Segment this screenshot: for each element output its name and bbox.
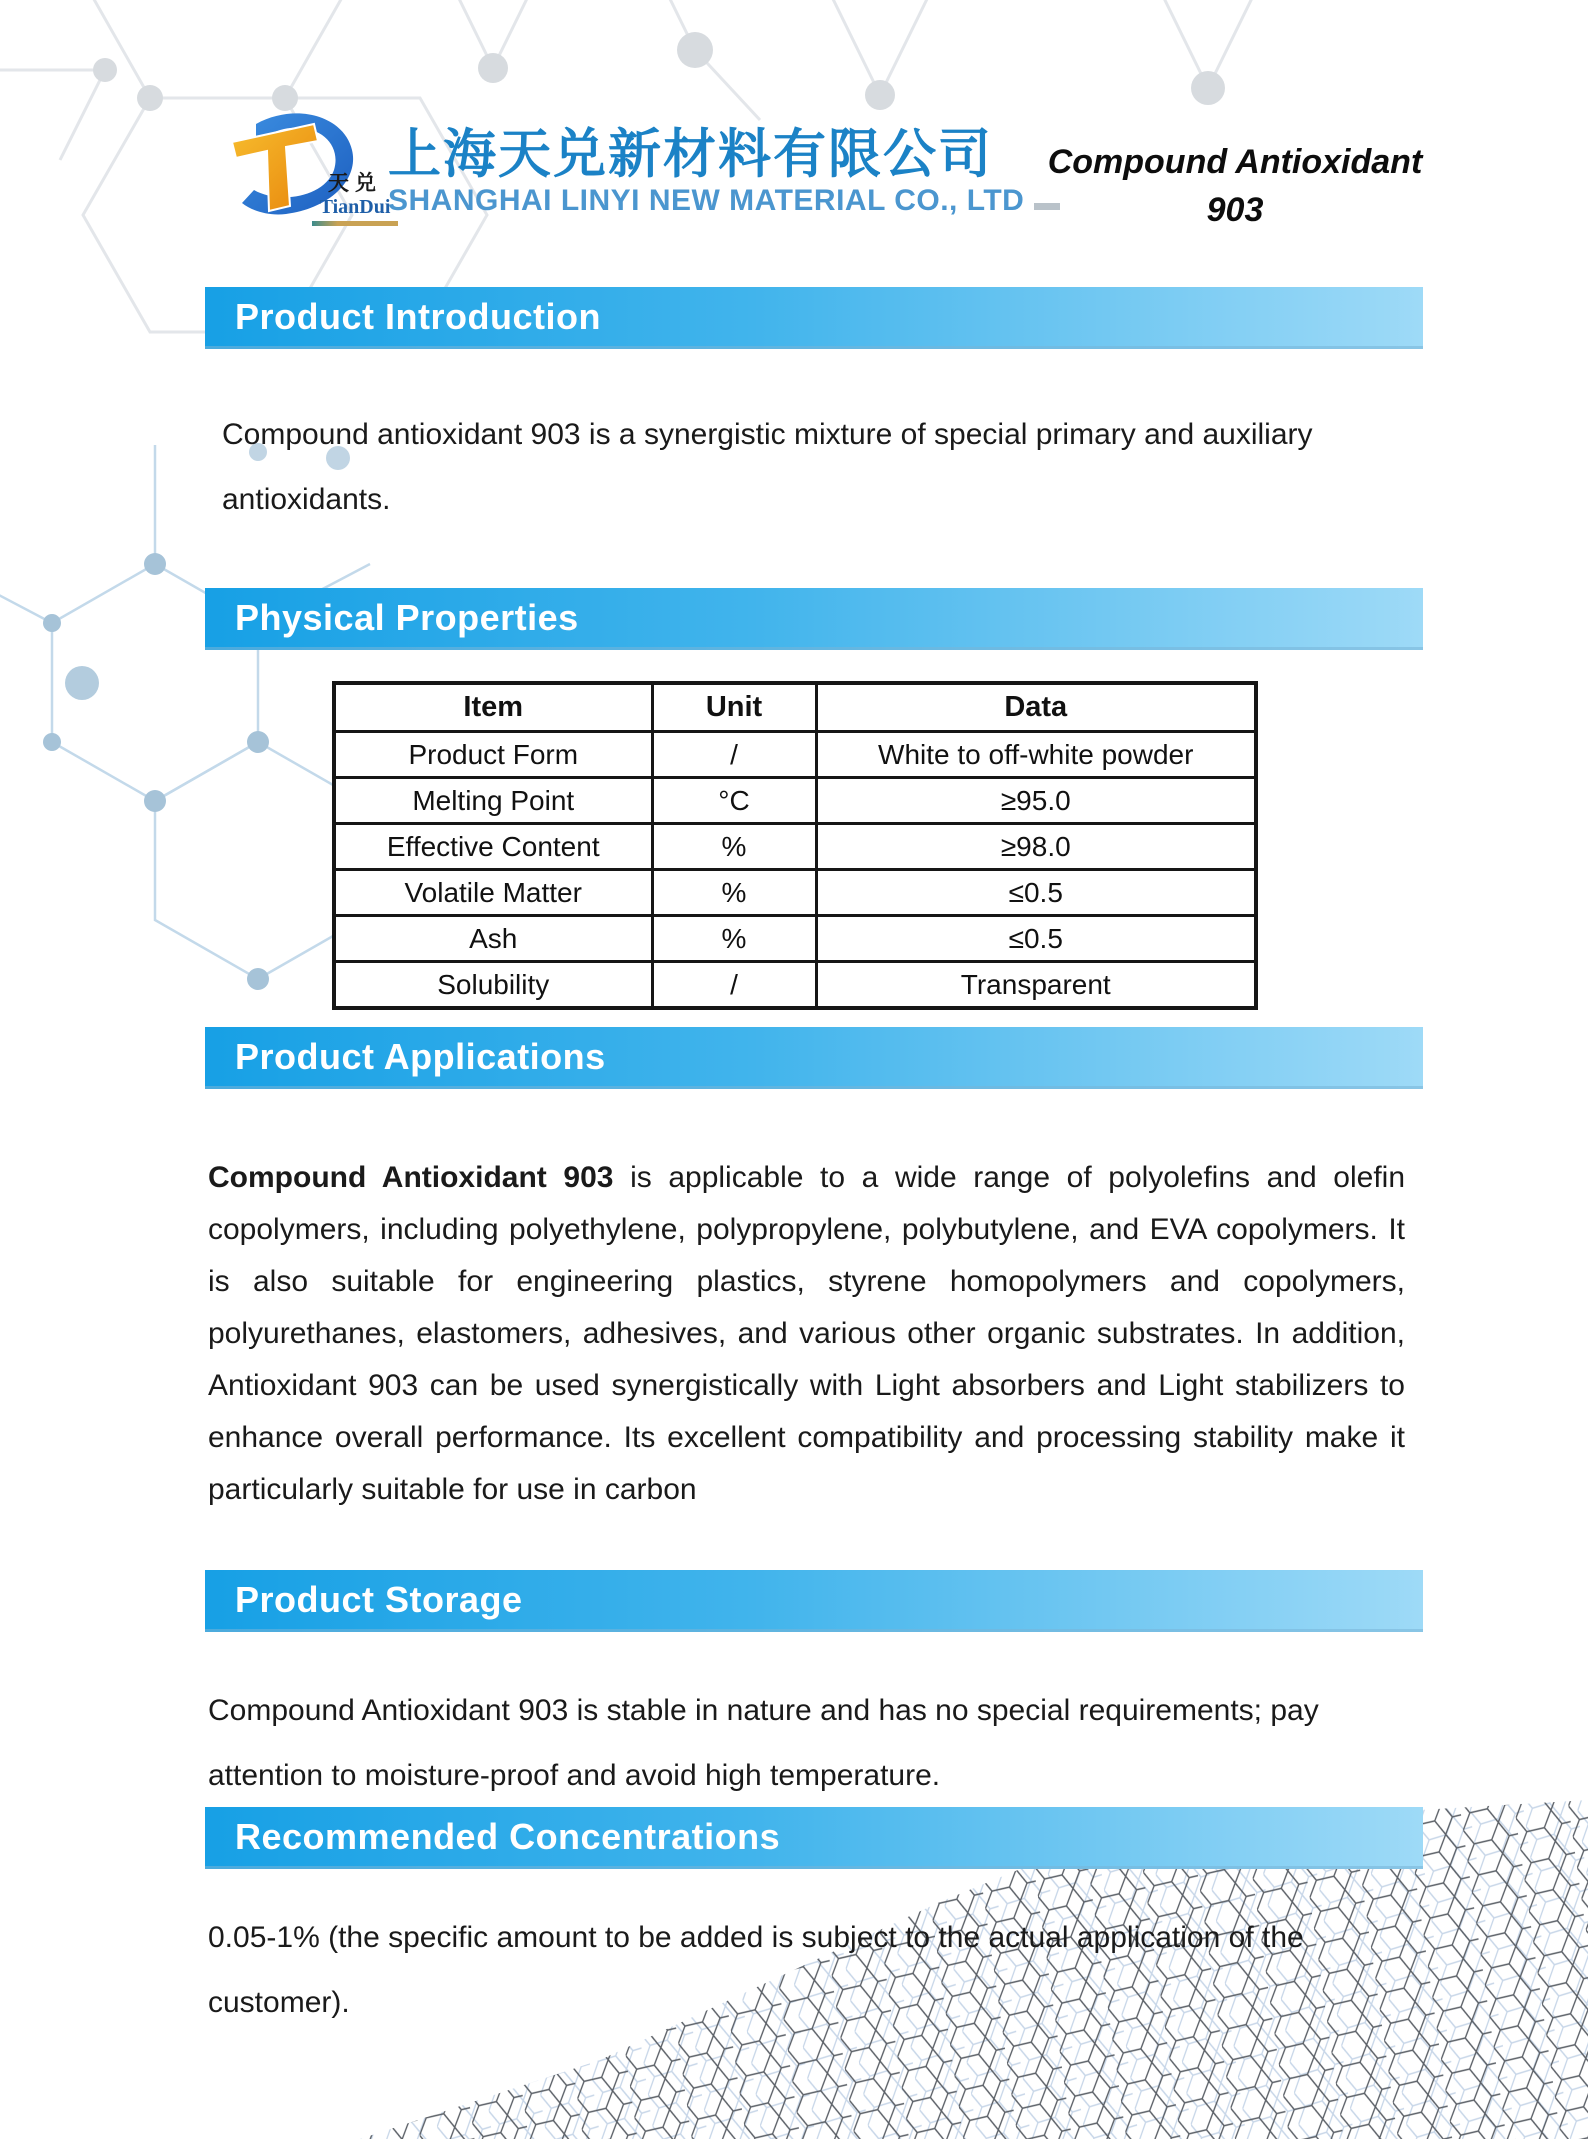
column-header-data: Data <box>816 683 1256 732</box>
cell-data: ≤0.5 <box>816 916 1256 962</box>
document-title-line2: 903 <box>1206 191 1264 229</box>
cell-item: Product Form <box>334 732 652 778</box>
cell-item: Effective Content <box>334 824 652 870</box>
applications-paragraph <box>208 1152 1405 1516</box>
cell-unit: % <box>652 824 816 870</box>
document-title <box>975 138 1495 234</box>
company-name-english <box>388 184 1060 218</box>
introduction-paragraph: Compound antioxidant 903 is a synergistic mixture of special primary and auxiliary antioxidants. <box>222 418 1313 516</box>
cell-item: Melting Point <box>334 778 652 824</box>
cell-unit: % <box>652 916 816 962</box>
table-row <box>334 824 1256 870</box>
cell-unit: / <box>652 962 816 1009</box>
applications-lead-bold: Compound Antioxidant 903 <box>208 1161 614 1194</box>
table-header-row <box>334 683 1256 732</box>
cell-item: Volatile Matter <box>334 870 652 916</box>
cell-item: Ash <box>334 916 652 962</box>
cell-data: White to off-white powder <box>816 732 1256 778</box>
physical-properties-table <box>332 681 1258 1010</box>
cell-data: ≥95.0 <box>816 778 1256 824</box>
section-header-product-applications: Product Applications <box>205 1027 1423 1089</box>
cell-unit: % <box>652 870 816 916</box>
document-title-line1: Compound Antioxidant <box>1047 143 1423 181</box>
cell-unit: °C <box>652 778 816 824</box>
company-name-chinese: 上海天兑新材料有限公司 <box>388 125 993 184</box>
cell-data: ≤0.5 <box>816 870 1256 916</box>
table-row <box>334 962 1256 1009</box>
cell-unit: / <box>652 732 816 778</box>
table-row <box>334 870 1256 916</box>
cell-item: Solubility <box>334 962 652 1009</box>
storage-paragraph: Compound Antioxidant 903 is stable in nature and has no special requirements; pay attention to moisture-proof and avoid high temperature. <box>208 1694 1319 1792</box>
table-row <box>334 778 1256 824</box>
section-header-recommended-concentrations: Recommended Concentrations <box>205 1807 1423 1869</box>
logo-tiandui-en: TianDui <box>319 196 391 219</box>
table-row <box>334 916 1256 962</box>
applications-body-text: is applicable to a wide range of polyolefins and olefin copolymers, including polyethylene, polypropylene, polybutylene, and EVA copolymers. It is also suitable for engineering plastics, styrene homopolymers and copolymers, polyurethanes, elastomers, adhesives, and various other organic substrates. In addition, Antioxidant 903 can be used synergistically with Light absorbers and Light stabilizers to enhance overall performance. Its excellent compatibility and processing stability make it particularly suitable for use in carbon <box>208 1161 1406 1506</box>
logo-underline <box>312 221 398 226</box>
section-header-product-introduction: Product Introduction <box>205 287 1423 349</box>
logo-tiandui-cn: 天兑 <box>328 172 382 195</box>
column-header-unit: Unit <box>652 683 816 732</box>
logo-subtext <box>310 172 400 226</box>
cell-data: Transparent <box>816 962 1256 1009</box>
company-name-english-text: SHANGHAI LINYI NEW MATERIAL CO., LTD <box>388 184 1025 217</box>
concentrations-paragraph: 0.05-1% (the specific amount to be added is subject to the actual application of the customer). <box>208 1921 1304 2019</box>
section-header-physical-properties: Physical Properties <box>205 588 1423 650</box>
section-header-product-storage: Product Storage <box>205 1570 1423 1632</box>
column-header-item: Item <box>334 683 652 732</box>
cell-data: ≥98.0 <box>816 824 1256 870</box>
table-row <box>334 732 1256 778</box>
physical-properties-table-wrap <box>332 681 1258 1010</box>
